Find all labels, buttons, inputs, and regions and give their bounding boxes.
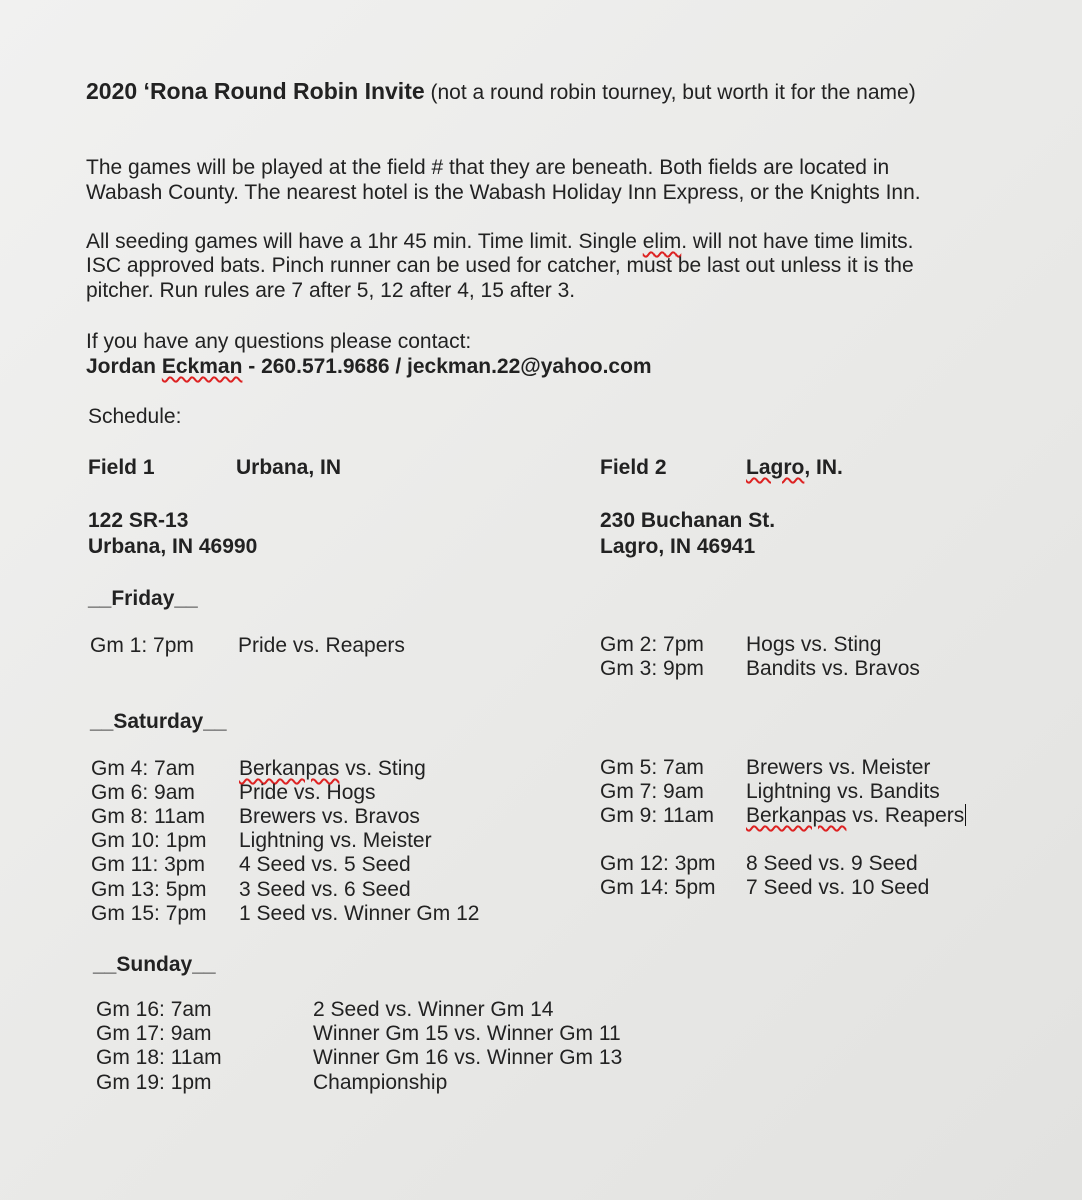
day-heading-friday: __Friday__ bbox=[88, 587, 198, 610]
game-time: Gm 8: 11am bbox=[91, 805, 205, 828]
game-matchup: Bandits vs. Bravos bbox=[746, 657, 920, 680]
rules-line-3: pitcher. Run rules are 7 after 5, 12 after 4, 15 after 3. bbox=[86, 279, 576, 302]
contact-details bbox=[86, 355, 652, 379]
misspelled-team: Berkanpas bbox=[239, 757, 340, 780]
field2-city-name: Lagro bbox=[746, 456, 805, 479]
game-time: Gm 19: 1pm bbox=[96, 1071, 212, 1094]
game-matchup: Championship bbox=[313, 1071, 448, 1094]
game-time: Gm 9: 11am bbox=[600, 804, 714, 827]
game-time: Gm 11: 3pm bbox=[91, 853, 205, 876]
game-time: Gm 15: 7pm bbox=[91, 902, 207, 925]
game-time: Gm 12: 3pm bbox=[600, 852, 716, 875]
game-time: Gm 17: 9am bbox=[96, 1022, 212, 1045]
day-heading-saturday: __Saturday__ bbox=[90, 710, 227, 733]
title-subtitle: (not a round robin tourney, but worth it for the name) bbox=[430, 81, 916, 104]
game-matchup: Lightning vs. Meister bbox=[239, 829, 432, 852]
game-matchup: 2 Seed vs. Winner Gm 14 bbox=[313, 998, 554, 1021]
misspelled-team: Berkanpas bbox=[746, 804, 847, 827]
game-time: Gm 1: 7pm bbox=[90, 634, 194, 657]
field1-city: Urbana, IN bbox=[236, 456, 342, 479]
schedule-label: Schedule: bbox=[88, 405, 182, 428]
matchup-rest: vs. Reapers bbox=[846, 804, 965, 827]
contact-phone-email: - 260.571.9686 / jeckman.22@yahoo.com bbox=[242, 355, 652, 378]
intro-line-2: Wabash County. The nearest hotel is the Wabash Holiday Inn Express, or the Knights Inn. bbox=[86, 181, 921, 204]
game-matchup: 4 Seed vs. 5 Seed bbox=[239, 853, 411, 876]
game-matchup: Winner Gm 16 vs. Winner Gm 13 bbox=[313, 1046, 623, 1069]
game-matchup: 3 Seed vs. 6 Seed bbox=[239, 878, 411, 901]
field2-address-1: 230 Buchanan St. bbox=[600, 509, 776, 532]
game-matchup: Brewers vs. Meister bbox=[746, 756, 931, 779]
game-time: Gm 5: 7am bbox=[600, 756, 704, 779]
game-time: Gm 16: 7am bbox=[96, 998, 212, 1021]
game-matchup: Pride vs. Hogs bbox=[239, 781, 376, 804]
game-time: Gm 14: 5pm bbox=[600, 876, 716, 899]
rules-line-1-a: All seeding games will have a 1hr 45 min. Time limit. Single bbox=[86, 230, 643, 253]
field2-address-2: Lagro, IN 46941 bbox=[600, 535, 756, 558]
game-matchup: 1 Seed vs. Winner Gm 12 bbox=[239, 902, 480, 925]
game-time: Gm 13: 5pm bbox=[91, 878, 207, 901]
title-bold: 2020 ‘Rona Round Robin Invite bbox=[86, 78, 425, 104]
game-matchup: Brewers vs. Bravos bbox=[239, 805, 420, 828]
game-matchup: Winner Gm 15 vs. Winner Gm 11 bbox=[313, 1022, 621, 1045]
game-time: Gm 3: 9pm bbox=[600, 657, 704, 680]
game-matchup: Lightning vs. Bandits bbox=[746, 780, 940, 803]
rules-line-1-b: . will not have time limits. bbox=[681, 230, 914, 253]
game-matchup bbox=[239, 757, 426, 781]
document-title bbox=[86, 79, 916, 105]
game-time: Gm 4: 7am bbox=[91, 757, 195, 780]
field1-address-2: Urbana, IN 46990 bbox=[88, 535, 258, 558]
field1-address-1: 122 SR-13 bbox=[88, 509, 189, 532]
matchup-rest: vs. Sting bbox=[339, 757, 426, 780]
field2-label: Field 2 bbox=[600, 456, 667, 479]
game-matchup: Hogs vs. Sting bbox=[746, 633, 882, 656]
intro-line-1: The games will be played at the field # that they are beneath. Both fields are located in bbox=[86, 156, 890, 179]
contact-last-name: Eckman bbox=[161, 355, 243, 378]
game-matchup: 7 Seed vs. 10 Seed bbox=[746, 876, 930, 899]
game-time: Gm 10: 1pm bbox=[91, 829, 207, 852]
day-heading-sunday: __Sunday__ bbox=[93, 953, 216, 976]
field1-label: Field 1 bbox=[88, 456, 155, 479]
game-matchup bbox=[746, 804, 966, 828]
game-time: Gm 6: 9am bbox=[91, 781, 195, 804]
field2-city bbox=[746, 456, 843, 480]
game-time: Gm 2: 7pm bbox=[600, 633, 704, 656]
game-matchup: 8 Seed vs. 9 Seed bbox=[746, 852, 918, 875]
contact-first-name: Jordan bbox=[86, 355, 162, 378]
game-matchup: Pride vs. Reapers bbox=[238, 634, 405, 657]
game-time: Gm 7: 9am bbox=[600, 780, 704, 803]
misspelled-word: elim bbox=[642, 230, 682, 253]
field2-city-state: , IN. bbox=[804, 456, 843, 479]
game-time: Gm 18: 11am bbox=[96, 1046, 222, 1069]
rules-line-1 bbox=[86, 230, 914, 254]
text-cursor bbox=[965, 804, 966, 826]
rules-line-2: ISC approved bats. Pinch runner can be used for catcher, must be last out unless it is the bbox=[86, 254, 914, 277]
contact-prompt: If you have any questions please contact: bbox=[86, 330, 472, 353]
